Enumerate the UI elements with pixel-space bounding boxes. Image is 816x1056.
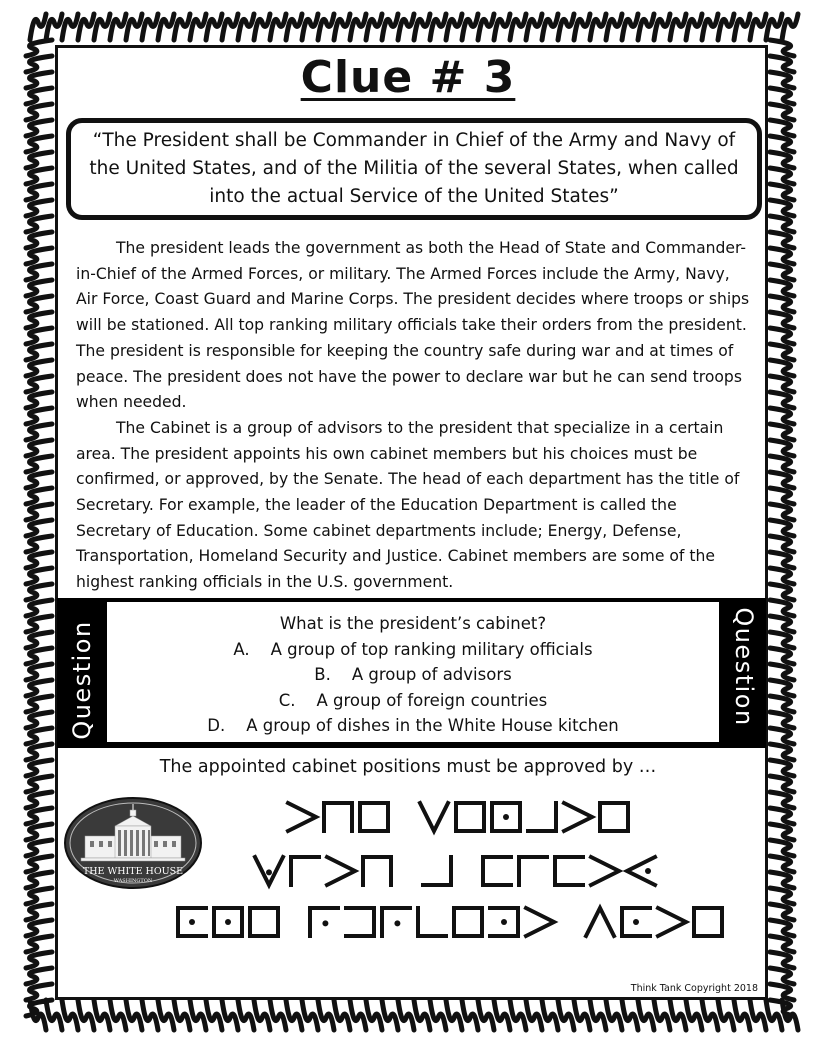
cipher-glyph-1-9 — [564, 803, 592, 831]
question-label-right: Question — [730, 607, 758, 727]
cipher-glyph-3-16 — [694, 908, 722, 936]
approved-prompt: The appointed cabinet positions must be approved by … — [159, 757, 657, 777]
question-box — [107, 602, 719, 742]
answer-option-c[interactable]: C. A group of foreign countries — [278, 690, 548, 710]
cipher-glyph-2-11 — [591, 857, 619, 885]
cipher-glyph-3-15 — [658, 908, 686, 936]
paragraph-commander: The president leads the government as both the Head of State and Commander-in-Chief of the Armed Forces, or military. The Armed Forces include the Army, Navy, Air Force, Coast Guard and Marine Corps. The president decides where troops or ships will be stationed. All top ranking military officials take their orders from the president. The president is responsible for keeping the country safe during war and at times of peace. The president does not have the power to declare war but he can send troops when needed. — [76, 239, 750, 412]
cipher-glyph-3-1 — [178, 908, 206, 936]
cipher-glyph-1-7 — [492, 803, 520, 831]
question-prompt: What is the president’s cabinet? — [279, 614, 547, 633]
cipher-glyph-3-9 — [454, 908, 482, 936]
cipher-glyph-3-11 — [526, 908, 554, 936]
cipher-glyph-3-5 — [310, 908, 338, 936]
answer-option-b[interactable]: B. A group of advisors — [314, 665, 512, 685]
paragraph-cabinet: The Cabinet is a group of advisors to the president that specialize in a certain area. The president appoints his own cabinet members but his choices must be confirmed, or approved, by the Senate. The head of each department has the title of Secretary. For example, the leader of the Education Department is called the Secretary of Education. Some cabinet departments include; Energy, Defense, Transportation, Homeland Security and Justice. Cabinet members are some of the highest ranking officials in the U.S. government. — [76, 418, 740, 592]
page-title: Clue # 3 — [300, 52, 516, 103]
cipher-glyph-3-7 — [382, 908, 410, 936]
cipher-glyph-1-3 — [360, 803, 388, 831]
cipher-glyph-2-1 — [255, 857, 283, 885]
cipher-glyph-1-2 — [324, 803, 352, 831]
cipher-glyph-3-6 — [346, 908, 374, 936]
cipher-glyph-3-14 — [622, 908, 650, 936]
cipher-glyph-1-8 — [528, 803, 556, 831]
answer-option-d[interactable]: D. A group of dishes in the White House kitchen — [207, 716, 619, 736]
cipher-glyph-2-10 — [555, 857, 583, 885]
logo-title: THE WHITE HOUSE — [82, 866, 184, 877]
cipher-glyph-2-12 — [627, 857, 655, 885]
cipher-glyph-2-3 — [327, 857, 355, 885]
cipher-glyph-1-6 — [456, 803, 484, 831]
quote-bubble — [66, 118, 762, 220]
logo-subtitle: WASHINGTON — [113, 878, 153, 884]
cipher-glyph-3-8 — [418, 908, 446, 936]
cipher-glyph-3-10 — [490, 908, 518, 936]
question-label-left: Question — [68, 620, 96, 740]
cipher-glyph-2-2 — [291, 857, 319, 885]
pigpen-cipher-message — [170, 795, 770, 955]
cipher-glyph-2-6 — [423, 857, 451, 885]
quote-text: “The President shall be Commander in Chief of the Army and Navy of the United States, and of the Militia of the several States, when called into the actual Service of the United States” — [89, 130, 739, 207]
body-text — [76, 236, 752, 596]
cipher-glyph-1-10 — [600, 803, 628, 831]
cipher-glyph-1-5 — [420, 803, 448, 831]
cipher-glyph-3-2 — [214, 908, 242, 936]
cipher-glyph-3-3 — [250, 908, 278, 936]
cipher-glyph-2-8 — [483, 857, 511, 885]
cipher-glyph-3-13 — [586, 908, 614, 936]
copyright-text: Think Tank Copyright 2018 — [630, 983, 758, 994]
cipher-glyph-2-4 — [363, 857, 391, 885]
answer-option-a[interactable]: A. A group of top ranking military officials — [233, 639, 593, 659]
cipher-glyph-1-1 — [288, 803, 316, 831]
cipher-glyph-2-9 — [519, 857, 547, 885]
